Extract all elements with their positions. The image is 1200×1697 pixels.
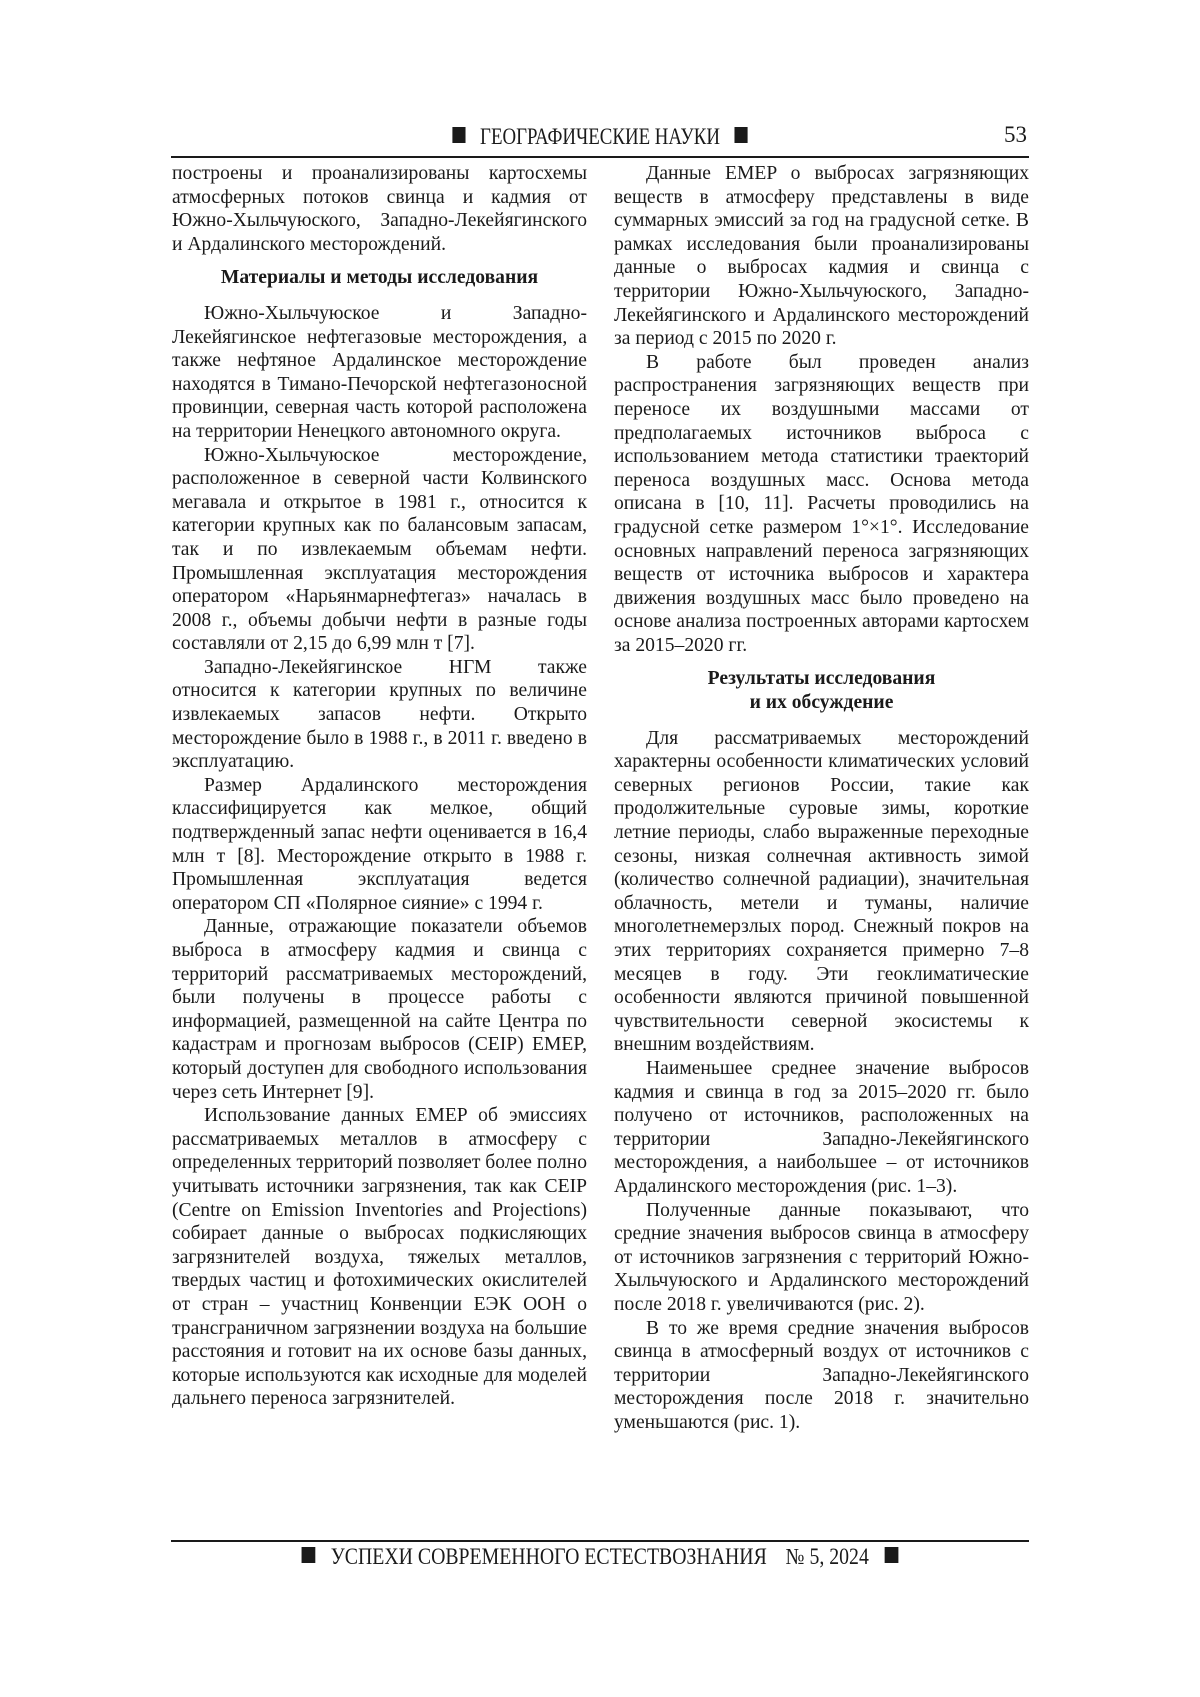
- section-heading-results: [614, 667, 1029, 714]
- paragraph: Южно-Хыльчуюское и Западно-Лекейягинское нефтегазовые месторождения, а также нефтяное Ардалинское месторождение находятся в Тимано-Печорской нефтегазоносной провинции, северная часть которой расположена на территории Ненецкого автономного округа.: [172, 302, 587, 442]
- paragraph: В работе был проведен анализ распространения загрязняющих веществ при переносе их воздушными массами от предполагаемых источников выброса с использованием метода статистики траекторий переноса воздушных масс. Основа метода описана в [10, 11]. Расчеты проводились на градусной сетке размером 1°×1°. Исследование основных направлений переноса загрязняющих веществ от источника выбросов и характера движения воздушных масс было проведено на основе анализа построенных авторами картосхем за 2015–2020 гг.: [614, 351, 1029, 656]
- right-column: [614, 162, 1029, 1434]
- journal-title: УСПЕХИ СОВРЕМЕННОГО ЕСТЕСТВОЗНАНИЯ: [330, 1544, 767, 1569]
- paragraph: построены и проанализированы картосхемы атмосферных потоков свинца и кадмия от Южно-Хыльчуюского, Западно-Лекейягинского и Ардалинского месторождений.: [172, 163, 587, 255]
- footer-line: [286, 1544, 913, 1570]
- issue-number: № 5, 2024: [785, 1544, 870, 1569]
- paragraph: Южно-Хыльчуюское месторождение, расположенное в северной части Колвинского мегавала и открытое в 1981 г., относится к категории крупных как по балансовым запасам, так и по извлекаемым объемам нефти. Промышленная эксплуатация месторождения оператором «Нарьянмарнефтегаз» началась в 2008 г., объемы добычи нефти в разные годы составляли от 2,15 до 6,99 млн т [7].: [172, 444, 587, 655]
- paragraph: Полученные данные показывают, что средние значения выбросов свинца в атмосферу от источников загрязнения с территорий Южно-Хыльчуюского и Ардалинского месторождений после 2018 г. увеличиваются (рис. 2).: [614, 1199, 1029, 1315]
- section-heading-methods: Материалы и методы исследования: [220, 267, 539, 289]
- paragraph: Для рассматриваемых месторождений характерны особенности климатических условий северных регионов России, такие как продолжительные суровые зимы, короткие летние периоды, слабо выраженные переходные сезоны, низкая солнечная активность зимой (количество солнечной радиации), значительная облачность, метели и туманы, наличие многолетнемерзлых пород. Снежный покров на этих территориях сохраняется примерно 7–8 месяцев в году. Эти геоклиматические особенности являются причиной повышенной чувствительности северной экосистемы к внешним воздействиям.: [614, 727, 1029, 1056]
- page-number: 53: [1004, 122, 1027, 147]
- square-bullet-icon: [302, 1547, 316, 1563]
- page-footer: [171, 1544, 1029, 1580]
- square-bullet-icon: [452, 127, 465, 143]
- footer-rule: [171, 1540, 1029, 1542]
- heading-line: и их обсуждение: [749, 692, 894, 714]
- paragraph: Западно-Лекейягинское НГМ также относится к категории крупных по величине извлекаемых запасов нефти. Открыто месторождение было в 1988 г., в 2011 г. введено в эксплуатацию.: [172, 656, 587, 773]
- page-header: [171, 118, 1029, 158]
- paragraph: Данные, отражающие показатели объемов выброса в атмосферу кадмия и свинца с территорий рассматриваемых месторождений, были получены в процессе работы с информацией, размещенной на сайте Центра по кадастрам и прогнозам выбросов (CEIP) EMEP, который доступен для свободного использования через сеть Интернет [9].: [172, 916, 587, 1103]
- paragraph: Наименьшее среднее значение выбросов кадмия и свинца в год за 2015–2020 гг. было получено от источников, расположенных на территории Западно-Лекейягинского месторождения, а наибольшее – от источников Ардалинского месторождения (рис. 1–3).: [614, 1057, 1029, 1197]
- paragraph: В то же время средние значения выбросов свинца в атмосферный воздух от источников с территории Западно-Лекейягинского месторождения после 2018 г. значительно уменьшаются (рис. 1).: [614, 1317, 1029, 1433]
- left-column: [172, 162, 587, 1411]
- running-head: [248, 124, 952, 150]
- heading-line: Результаты исследования: [707, 668, 936, 690]
- section-title: ГЕОГРАФИЧЕСКИЕ НАУКИ: [480, 124, 720, 149]
- paragraph: Данные EMEP о выбросах загрязняющих веществ в атмосферу представлены в виде суммарных эмиссий за год на градусной сетке. В рамках исследования были проанализированы данные о выбросах кадмия и свинца с территории Южно-Хыльчуюского, Западно-Лекейягинского и Ардалинского месторождений за период с 2015 по 2020 г.: [614, 163, 1029, 350]
- paragraph: Размер Ардалинского месторождения классифицируется как мелкое, общий подтвержденный запас нефти оценивается в 16,4 млн т [8]. Месторождение открыто в 1988 г. Промышленная эксплуатация ведется оператором СП «Полярное сияние» с 1994 г.: [172, 774, 587, 914]
- square-bullet-icon: [884, 1547, 898, 1563]
- header-rule: [171, 156, 1029, 158]
- paragraph: Использование данных EMEP об эмиссиях рассматриваемых металлов в атмосферу с определенных территорий позволяет более полно учитывать источники загрязнения, так как CEIP (Centre on Emission Inventories and Projections) собирает данные о выбросах подкисляющих загрязнителей воздуха, тяжелых металлов, твердых частиц и фотохимических окислителей от стран – участниц Конвенции ЕЭК ООН о трансграничном загрязнении воздуха на большие расстояния и готовит на их основе базы данных, которые используются как исходные для моделей дальнего переноса загрязнителей.: [172, 1105, 587, 1410]
- square-bullet-icon: [735, 127, 748, 143]
